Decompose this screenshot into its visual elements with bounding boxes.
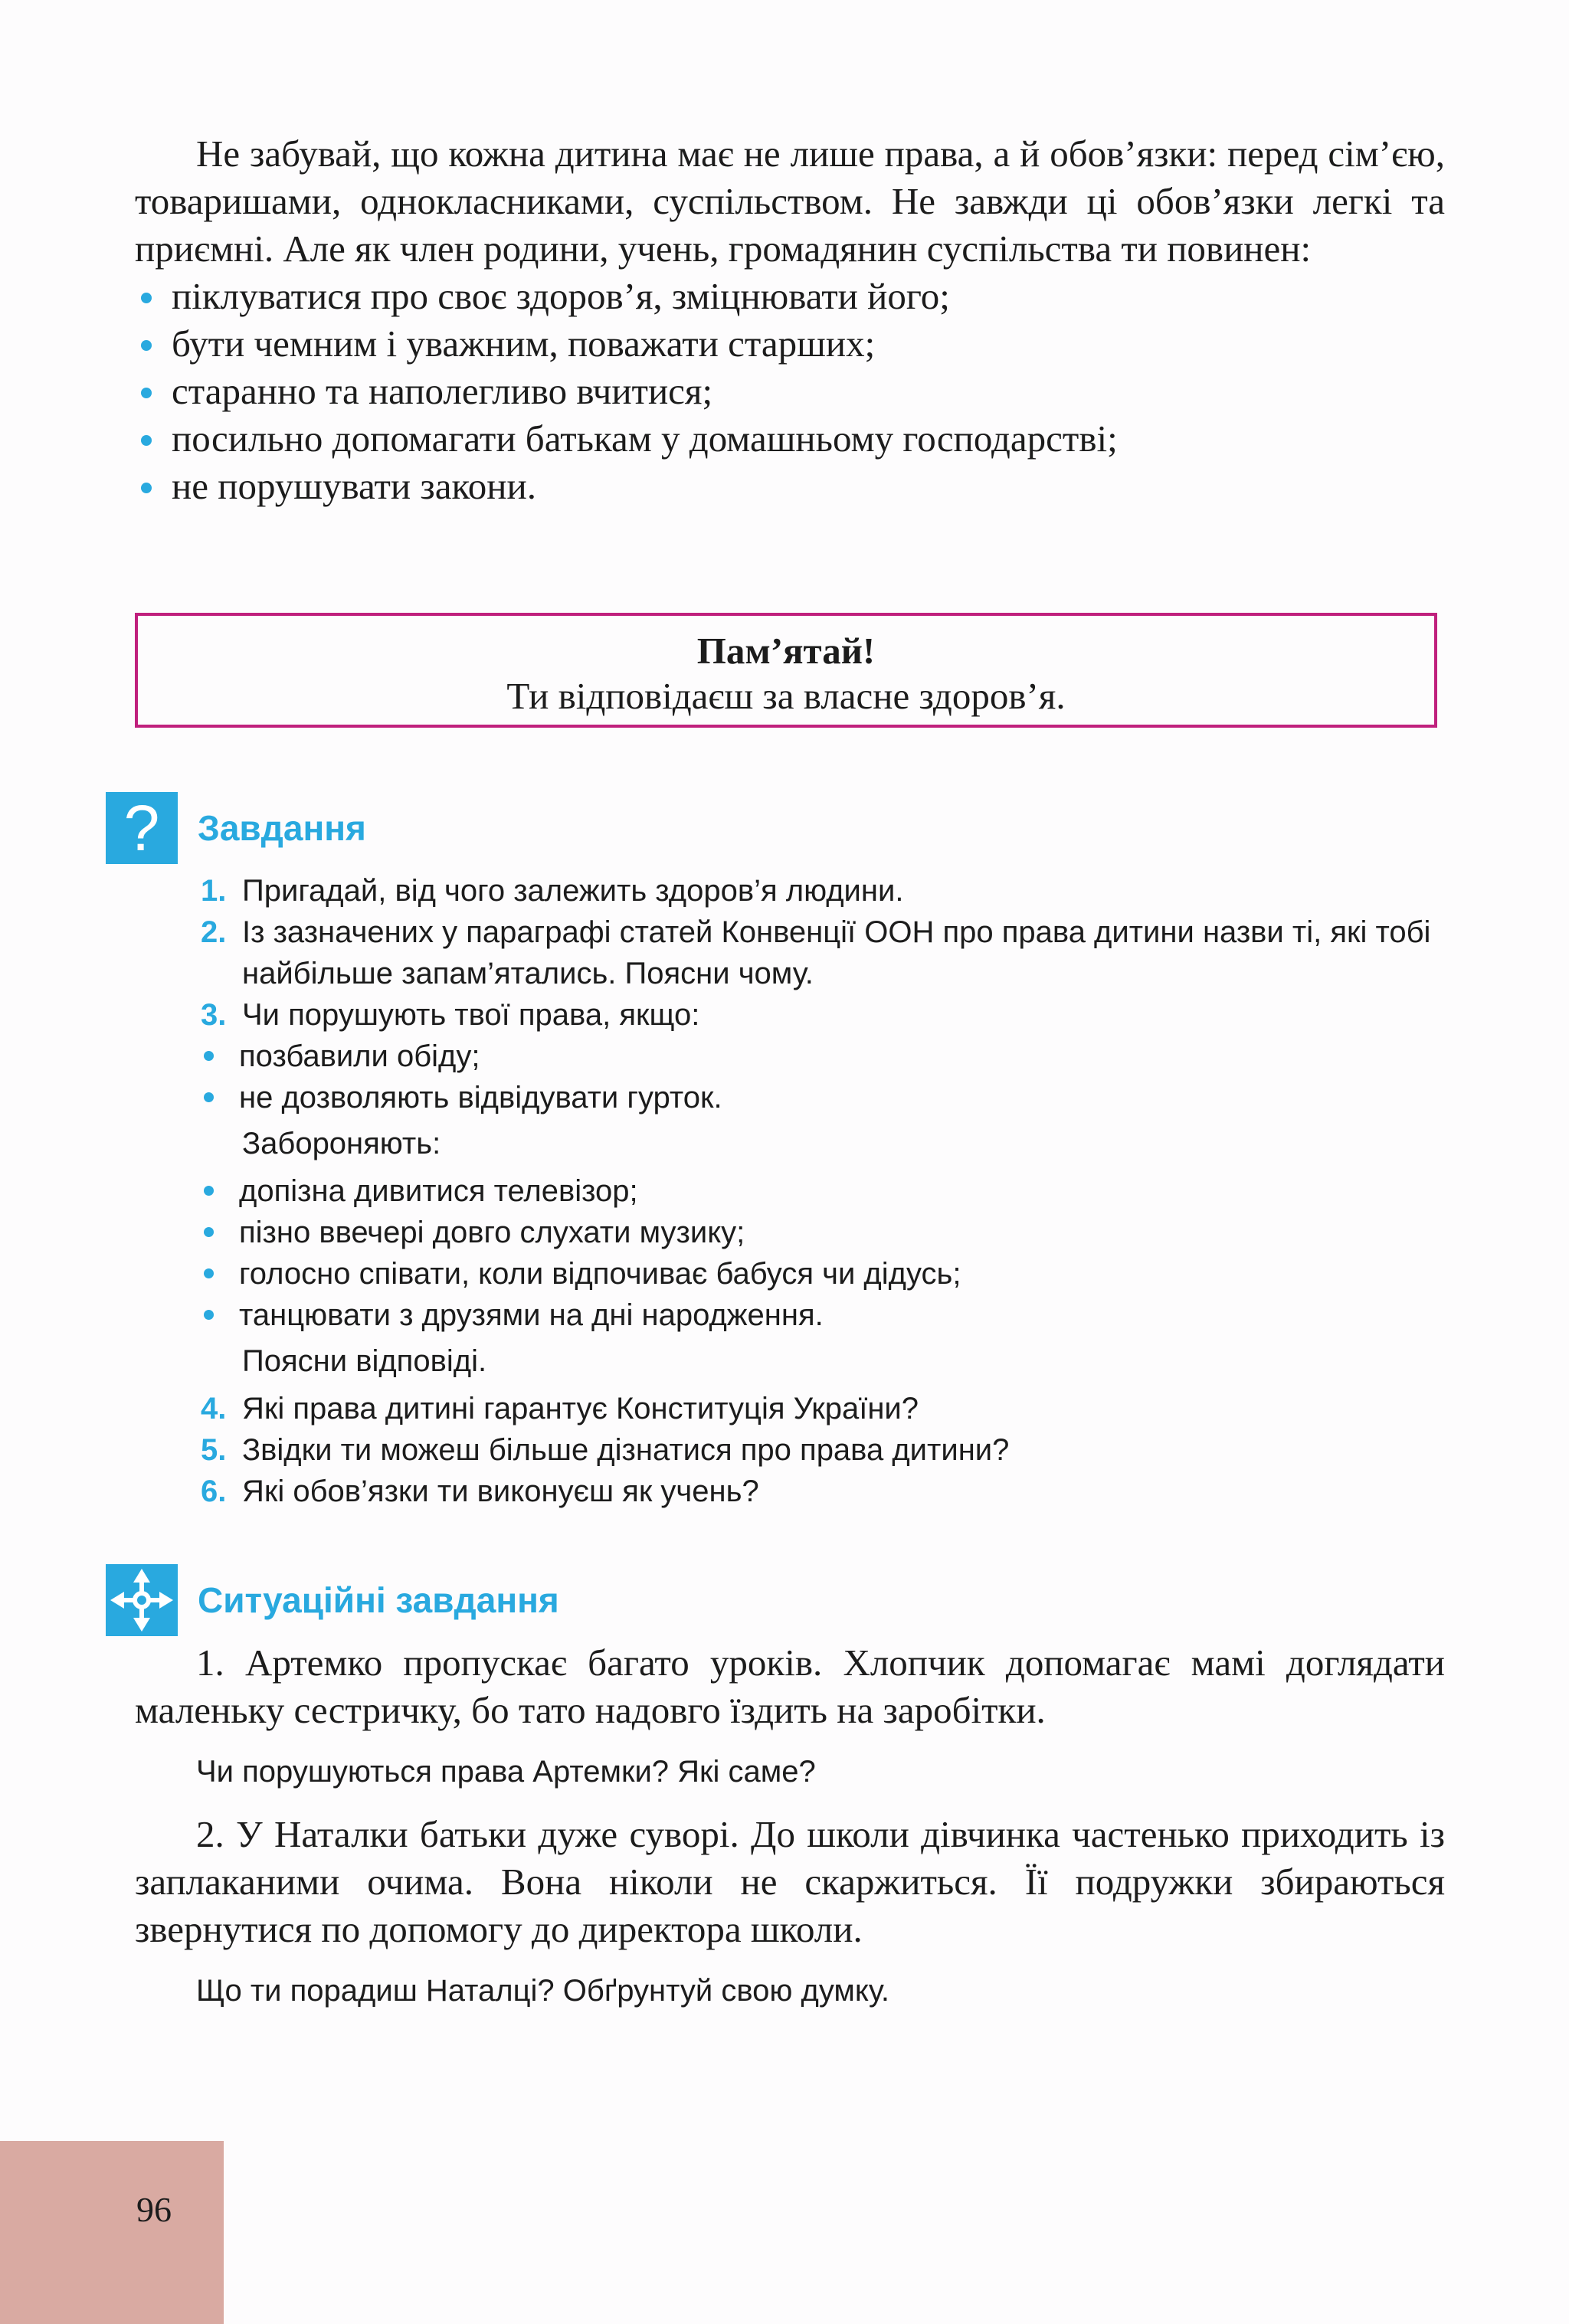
list-item: піклуватися про своє здоров’я, зміцнювати його; bbox=[135, 273, 1445, 320]
situations-heading bbox=[106, 1564, 559, 1636]
situations-title: Ситуаційні завдання bbox=[198, 1580, 559, 1620]
bullet-icon bbox=[204, 1092, 214, 1102]
list-item: голосно співати, коли відпочиває бабуся чи дідусь; bbox=[201, 1253, 1457, 1295]
list-item: старанно та наполегливо вчитися; bbox=[135, 368, 1445, 415]
task3-explain: Поясни відповіді. bbox=[242, 1344, 487, 1378]
svg-text:?: ? bbox=[123, 792, 160, 864]
bullet-icon bbox=[204, 1227, 214, 1237]
task3-list-b bbox=[201, 1170, 1457, 1336]
task-number: 3. bbox=[201, 998, 227, 1032]
page-number: 96 bbox=[136, 2190, 172, 2229]
task3-list-a bbox=[201, 1036, 1457, 1118]
list-item bbox=[201, 1471, 1457, 1512]
task-text: Із зазначених у параграфі статей Конвенції ООН про права дитини назви ті, які тобі найбільше запам’ятались. Поясни чому. bbox=[242, 915, 1431, 990]
remember-box bbox=[135, 613, 1437, 728]
situation-1-text: 1. Артемко пропускає багато уроків. Хлопчик допомагає мамі доглядати маленьку сестричку, бо тато надовго їздить на заробітки. bbox=[135, 1642, 1445, 1731]
task3-forbid-label: Забороняють: bbox=[242, 1127, 441, 1160]
bullet-icon bbox=[141, 293, 152, 303]
bullet-icon bbox=[204, 1268, 214, 1278]
situation-2-question: Що ти порадиш Наталці? Обґрунтуй свою думку. bbox=[196, 1974, 889, 2008]
task-number: 5. bbox=[201, 1433, 227, 1467]
list-item bbox=[201, 1388, 1457, 1429]
list-item bbox=[201, 1429, 1457, 1471]
task-text: Пригадай, від чого залежить здоров’я людини. bbox=[242, 874, 904, 908]
intro-paragraph: Не забувай, що кожна дитина має не лише права, а й обов’язки: перед сім’єю, товаришами, однокласниками, суспільством. Не завжди ці обов’язки легкі та приємні. Але як член родини, учень, громадянин суспільства ти повинен: bbox=[135, 133, 1445, 270]
tasks-list bbox=[201, 870, 1457, 1512]
task-text: Які обов’язки ти виконуєш як учень? bbox=[242, 1475, 759, 1508]
task-number: 4. bbox=[201, 1392, 227, 1425]
list-item: пізно ввечері довго слухати музику; bbox=[201, 1212, 1457, 1253]
remember-text: Ти відповідаєш за власне здоров’я. bbox=[506, 675, 1066, 717]
duties-list bbox=[135, 273, 1445, 510]
task-number: 2. bbox=[201, 915, 227, 949]
bullet-icon bbox=[141, 388, 152, 398]
list-item: не дозволяють відвідувати гурток. bbox=[201, 1077, 1457, 1118]
list-item: танцювати з друзями на дні народження. bbox=[201, 1295, 1457, 1336]
situations-block bbox=[135, 1639, 1445, 2030]
bullet-icon bbox=[204, 1051, 214, 1061]
bullet-icon bbox=[141, 435, 152, 446]
four-arrows-icon bbox=[106, 1564, 178, 1636]
question-mark-icon bbox=[106, 792, 178, 864]
task-text: Які права дитині гарантує Конституція України? bbox=[242, 1392, 919, 1425]
bullet-icon bbox=[204, 1310, 214, 1320]
bullet-icon bbox=[141, 483, 152, 493]
task-number: 6. bbox=[201, 1475, 227, 1508]
task-text: Чи порушують твої права, якщо: bbox=[242, 998, 700, 1032]
task-number: 1. bbox=[201, 874, 227, 908]
tasks-heading bbox=[106, 792, 366, 864]
list-item: позбавили обіду; bbox=[201, 1036, 1457, 1077]
list-item bbox=[201, 870, 1457, 912]
situation-2-text: 2. У Наталки батьки дуже суворі. До школи дівчинка частенько приходить із заплаканими очима. Вона ніколи не скаржиться. Її подружки збираються звернутися по допомогу до директора школи. bbox=[135, 1813, 1445, 1950]
list-item: допізна дивитися телевізор; bbox=[201, 1170, 1457, 1212]
list-item bbox=[201, 994, 1457, 1036]
task-text: Звідки ти можеш більше дізнатися про права дитини? bbox=[242, 1433, 1010, 1467]
page-number-tab bbox=[0, 2141, 224, 2324]
bullet-icon bbox=[204, 1186, 214, 1196]
list-item bbox=[201, 912, 1457, 994]
list-item: не порушувати закони. bbox=[135, 463, 1445, 510]
intro-block bbox=[135, 130, 1445, 510]
remember-title: Пам’ятай! bbox=[696, 630, 876, 672]
list-item: посильно допомагати батькам у домашньому господарстві; bbox=[135, 415, 1445, 463]
bullet-icon bbox=[141, 340, 152, 351]
list-item: бути чемним і уважним, поважати старших; bbox=[135, 320, 1445, 368]
situation-1-question: Чи порушуються права Артемки? Які саме? bbox=[196, 1755, 816, 1789]
tasks-title: Завдання bbox=[198, 808, 366, 848]
